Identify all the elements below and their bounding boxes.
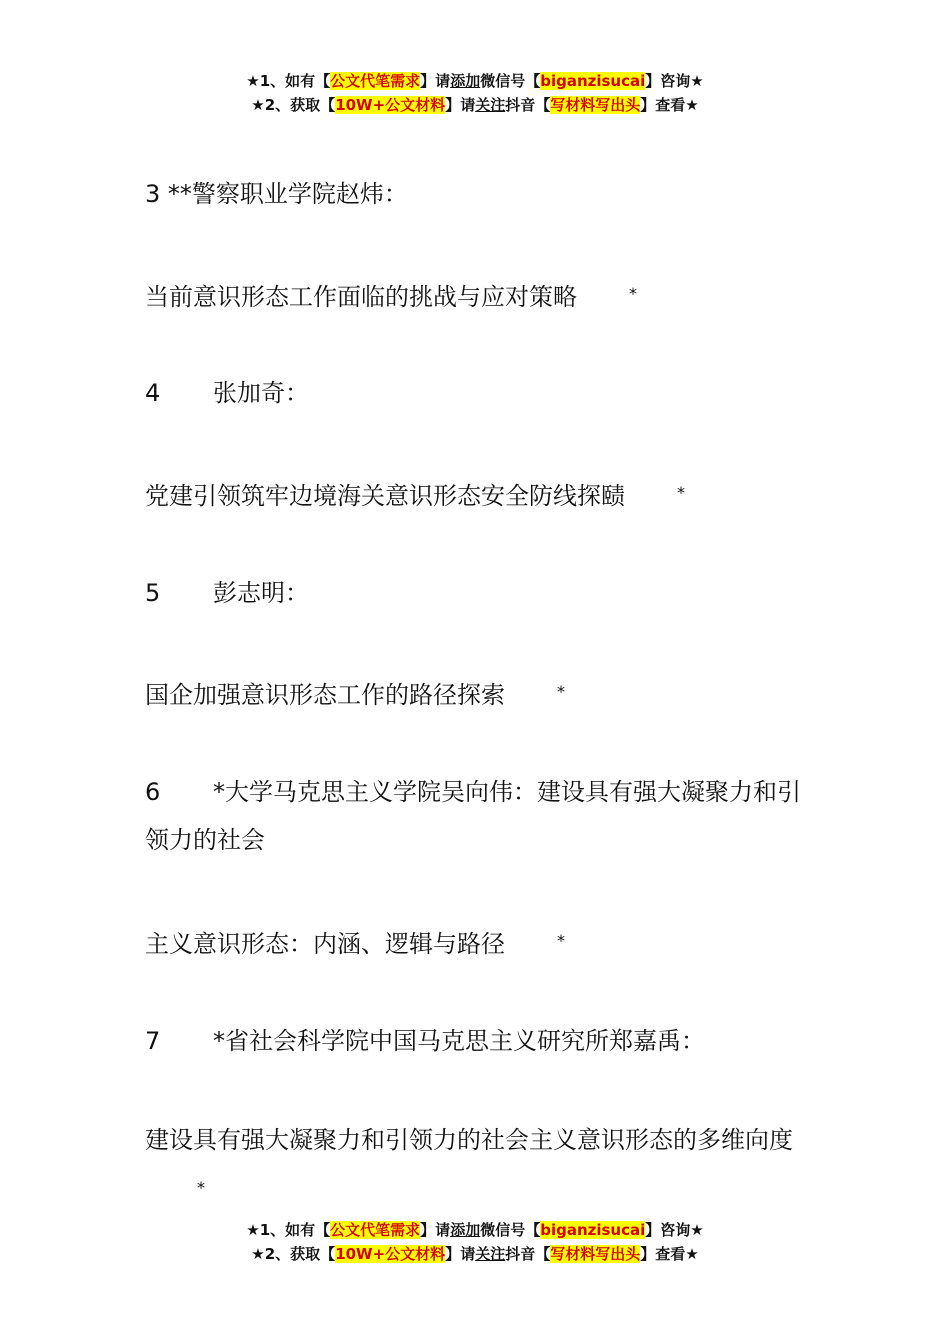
entry-5-author [145,569,309,617]
banner-text: 】查看★ [640,96,699,114]
entry-author: *省社会科学院中国马克思主义研究所郑嘉禹： [213,1027,705,1055]
banner-text: ★1、如有【 [246,1221,331,1239]
underlined-text: 关注 [475,1245,506,1263]
entry-number: 6 [145,778,161,806]
entry-6-author [145,768,815,864]
banner-text: 抖音【 [505,96,551,114]
banner-text: ★1、如有【 [246,72,331,90]
wechat-id-highlight: biganzisucai [540,72,646,90]
douyin-id-highlight: 写材料写出头 [550,96,641,114]
entry-number: 3 [145,180,161,208]
entry-title: 当前意识形态工作面临的挑战与应对策略 [145,283,577,311]
entry-title: 建设具有强大凝聚力和引领力的社会主义意识形态的多维向度 [145,1126,793,1154]
entry-author: **警察职业学院赵炜： [167,180,408,208]
banner-text: 】咨询★ [645,1221,704,1239]
entry-5-title [145,668,565,719]
banner-text: 】请 [445,96,476,114]
banner-line-2 [0,1242,950,1266]
banner-text: 】请 [445,1245,476,1263]
highlight-text: 公文代笔需求 [330,72,421,90]
footnote-mark: * [677,483,685,502]
banner-text: 抖音【 [505,1245,551,1263]
entry-6-title [145,917,565,968]
underlined-text: 关注 [475,96,506,114]
banner-text: ★2、获取【 [251,1245,336,1263]
banner-line-1 [0,69,950,93]
banner-text: 】请 [420,72,451,90]
entry-4-title [145,469,685,520]
entry-number: 7 [145,1027,161,1055]
banner-text: 微信号【 [480,72,541,90]
footnote-mark: * [557,682,565,701]
footnote-mark: * [557,931,565,950]
entry-4-author [145,369,309,417]
banner-text: 】咨询★ [645,72,704,90]
top-banner [0,69,950,117]
highlight-text: 10W+公文材料 [335,96,446,114]
underlined-text: 添加 [450,1221,481,1239]
entry-title: 国企加强意识形态工作的路径探索 [145,681,505,709]
banner-text: 】请 [420,1221,451,1239]
banner-line-1 [0,1218,950,1242]
banner-text: 】查看★ [640,1245,699,1263]
entry-7-author [145,1017,705,1065]
banner-text: 微信号【 [480,1221,541,1239]
wechat-id-highlight: biganzisucai [540,1221,646,1239]
entry-7-title [145,1116,815,1215]
highlight-text: 公文代笔需求 [330,1221,421,1239]
footnote-mark: * [629,284,637,303]
entry-author: *大学马克思主义学院吴向伟：建设具有强大凝聚力和引领力的社会 [145,778,801,854]
entry-title: 党建引领筑牢边境海关意识形态安全防线探赜 [145,482,625,510]
douyin-id-highlight: 写材料写出头 [550,1245,641,1263]
entry-number: 5 [145,579,161,607]
banner-text: ★2、获取【 [251,96,336,114]
entry-3-title [145,270,637,321]
banner-line-2 [0,93,950,117]
entry-author: 彭志明： [213,579,309,607]
entry-3-author [145,170,408,218]
highlight-text: 10W+公文材料 [335,1245,446,1263]
underlined-text: 添加 [450,72,481,90]
footnote-mark: * [197,1178,205,1197]
entry-number: 4 [145,379,161,407]
bottom-banner [0,1218,950,1266]
entry-author: 张加奇： [213,379,309,407]
entry-title: 主义意识形态：内涵、逻辑与路径 [145,930,505,958]
